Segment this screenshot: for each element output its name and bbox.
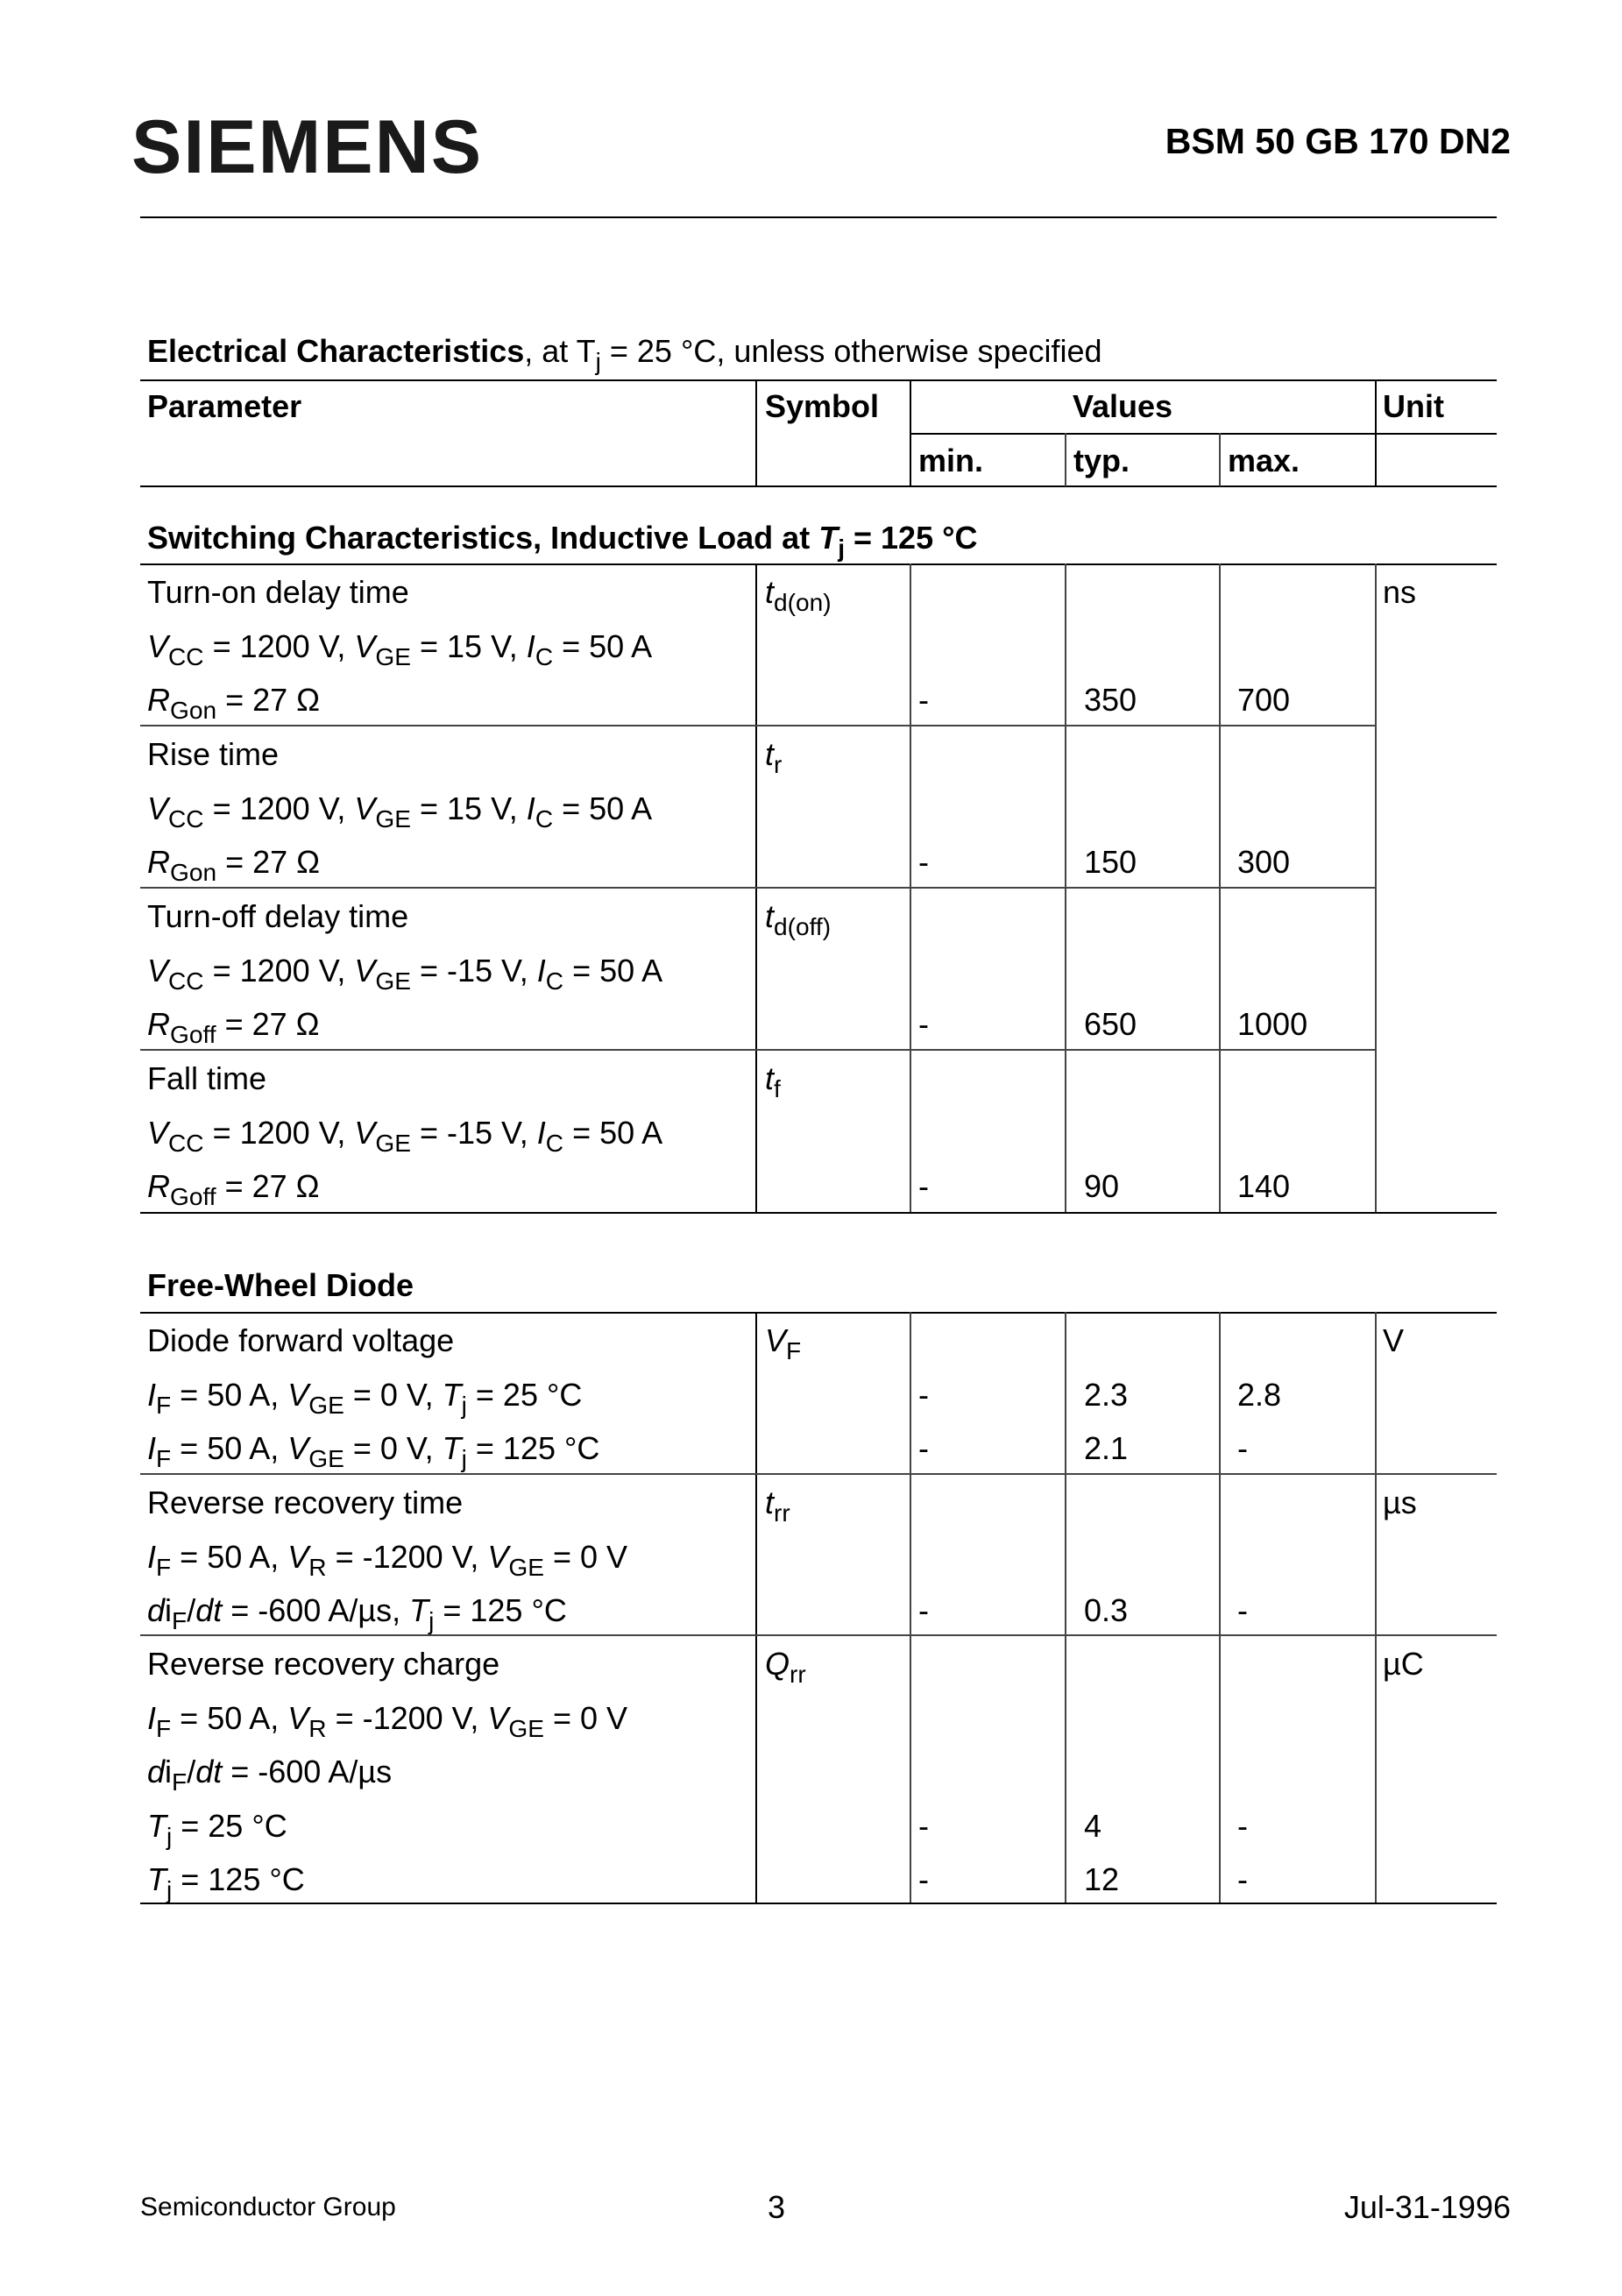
value-min: - [918,1592,929,1628]
switching-bottom-rule [140,1212,1497,1214]
value-max: 2.8 [1237,1377,1282,1413]
header-divider-values [910,379,911,486]
value-max: 1000 [1237,1006,1308,1042]
param-name: Reverse recovery charge [147,1646,500,1682]
footer-date: Jul-31-1996 [1343,2189,1511,2225]
param-condition: $V_{CC} = 1200$ V, $V_{GE} = -15$ V, $I_C = 50$ A [147,1115,663,1157]
value-typ: 2.3 [1084,1377,1129,1413]
symbol: $V_F$ [765,1322,802,1364]
unit-v: V [1383,1322,1405,1358]
col-parameter: Parameter [147,388,302,424]
section-title-switching: Switching Characteristics, Inductive Load at $T_j = 125$ °C [147,520,978,562]
param-resistance: $R_{Goff} = 27$ Ω [147,1168,320,1210]
diode-divider-unit [1375,1312,1377,1904]
header-divider [140,216,1497,218]
header-divider-unit [1375,379,1377,486]
symbol: $Q_{rr}$ [765,1646,806,1688]
col-symbol: Symbol [765,388,880,424]
switching-divider-max [1219,563,1221,1214]
param-condition: $di_F/dt = -600$ A/µs [147,1754,393,1796]
value-max: 700 [1237,682,1291,718]
param-condition: $T_j = 25$ °C [147,1808,287,1850]
switching-divider-min [910,563,911,1214]
param-condition: $I_F = 50$ A, $V_{GE} = 0$ V, $T_j = 125$ °C [147,1430,600,1472]
value-typ: 650 [1084,1006,1137,1042]
value-typ: 2.1 [1084,1430,1129,1466]
param-name: Turn-on delay time [147,574,409,610]
value-typ: 0.3 [1084,1592,1129,1628]
param-condition: $I_F = 50$ A, $V_R = -1200$ V, $V_{GE} = 0$ V [147,1700,628,1742]
param-condition: $I_F = 50$ A, $V_{GE} = 0$ V, $T_j = 25$ °C [147,1377,583,1419]
section-title-diode: Free-Wheel Diode [147,1267,414,1303]
value-typ: 350 [1084,682,1137,718]
value-min: - [918,1377,929,1413]
value-max: 300 [1237,844,1291,880]
param-name: Turn-off delay time [147,898,409,934]
value-typ: 4 [1084,1808,1102,1844]
row-divider [140,725,1375,726]
value-min: - [918,1168,929,1204]
param-resistance: $R_{Gon} = 27$ Ω [147,844,321,886]
col-max: max. [1228,443,1300,478]
col-unit: Unit [1383,388,1444,424]
value-max: - [1237,1592,1248,1628]
values-subheader-rule [910,433,1497,435]
footer-group: Semiconductor Group [140,2193,396,2222]
unit-ns: ns [1383,574,1417,610]
diode-divider-typ [1065,1312,1066,1904]
diode-divider-symbol [755,1312,757,1904]
col-values: Values [1073,388,1173,424]
value-max: - [1237,1861,1248,1897]
table-header-bottom-rule [140,485,1497,487]
value-max: 140 [1237,1168,1291,1204]
param-resistance: $R_{Gon} = 27$ Ω [147,682,321,724]
row-divider [140,1634,1497,1636]
row-divider [140,887,1375,889]
param-condition: $I_F = 50$ A, $V_R = -1200$ V, $V_{GE} = 0$ V [147,1539,628,1581]
switching-divider-unit [1375,563,1377,1214]
diode-divider-max [1219,1312,1221,1904]
value-typ: 12 [1084,1861,1120,1897]
param-name: Diode forward voltage [147,1322,455,1358]
value-typ: 150 [1084,844,1137,880]
param-name: Fall time [147,1060,267,1096]
switching-top-rule [140,563,1497,565]
symbol: $t_{d(on)}$ [765,574,832,616]
value-min: - [918,682,929,718]
table-top-rule [140,379,1497,381]
svg-text:SIEMENS: SIEMENS [131,110,484,189]
param-condition: $di_F/dt = -600$ A/µs, $T_j = 125$ °C [147,1592,567,1634]
page-title: Electrical Characteristics, at $T_j = 25$ °C, unless otherwise specified [147,333,1102,375]
header-divider-typ [1065,433,1066,486]
value-typ: 90 [1084,1168,1120,1204]
param-name: Rise time [147,736,280,772]
part-number: BSM 50 GB 170 DN2 [1165,121,1511,161]
col-typ: typ. [1073,443,1130,478]
diode-top-rule [140,1312,1497,1314]
header-divider-max [1219,433,1221,486]
param-condition: $V_{CC} = 1200$ V, $V_{GE} = 15$ V, $I_C = 50$ A [147,628,653,670]
unit-uc: µC [1383,1646,1424,1682]
value-min: - [918,844,929,880]
value-max: - [1237,1430,1248,1466]
param-resistance: $R_{Goff} = 27$ Ω [147,1006,320,1048]
switching-divider-symbol [755,563,757,1214]
row-divider [140,1473,1497,1475]
col-min: min. [918,443,984,478]
switching-divider-typ [1065,563,1066,1214]
page-number: 3 [768,2189,786,2225]
symbol: $t_r$ [765,736,783,778]
param-condition: $T_j = 125$ °C [147,1861,305,1903]
diode-divider-min [910,1312,911,1904]
siemens-logo [131,110,491,194]
unit-us: µs [1383,1485,1417,1520]
symbol: $t_f$ [765,1060,781,1102]
row-divider [140,1049,1375,1051]
value-min: - [918,1808,929,1844]
diode-bottom-rule [140,1903,1497,1904]
param-condition: $V_{CC} = 1200$ V, $V_{GE} = 15$ V, $I_C = 50$ A [147,790,653,833]
param-condition: $V_{CC} = 1200$ V, $V_{GE} = -15$ V, $I_C = 50$ A [147,953,663,995]
value-min: - [918,1430,929,1466]
header-divider-symbol [755,379,757,486]
param-name: Reverse recovery time [147,1485,464,1520]
symbol: $t_{d(off)}$ [765,898,832,940]
value-min: - [918,1006,929,1042]
symbol: $t_{rr}$ [765,1485,790,1527]
value-min: - [918,1861,929,1897]
value-max: - [1237,1808,1248,1844]
